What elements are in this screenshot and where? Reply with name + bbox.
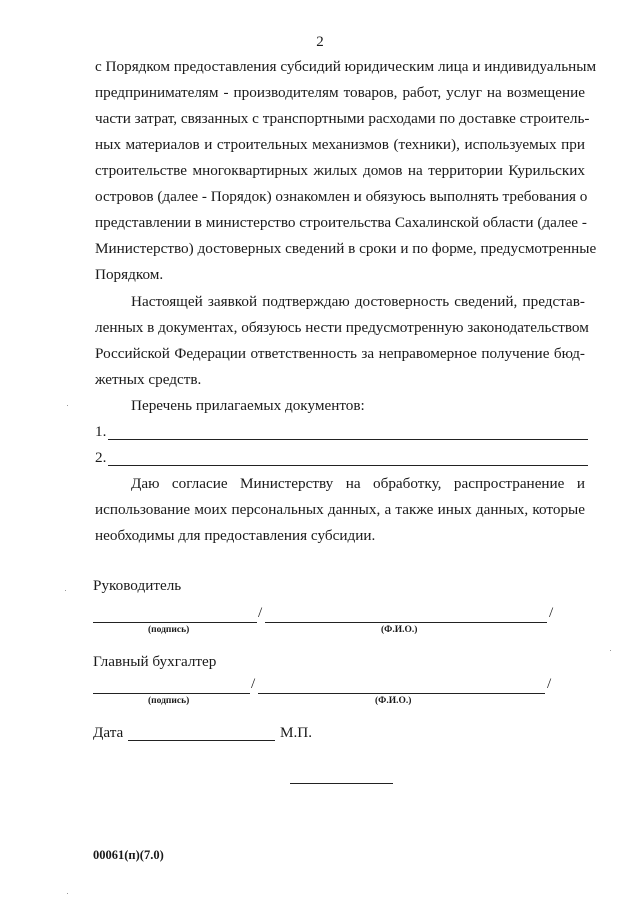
- signature-caption: (подпись): [148, 696, 190, 706]
- text-line: ных материалов и строительных механизмов (техники), используемых при: [95, 136, 585, 153]
- text-line: ленных в документах, обязуюсь нести предусмотренную законодательством: [95, 319, 589, 336]
- attachment-item-number: 2.: [95, 449, 107, 466]
- accountant-signature-line[interactable]: [93, 693, 250, 694]
- text-line: Даю согласие Министерству на обработку, распространение и: [131, 475, 585, 492]
- stamp-label: М.П.: [280, 724, 313, 741]
- page-number: 2: [316, 34, 324, 50]
- text-line: предпринимателям - производителям товаров, работ, услуг на возмещение: [95, 84, 585, 101]
- text-line: представлении в министерство строительства Сахалинской области (далее -: [95, 214, 587, 231]
- text-line: использование моих персональных данных, а также иных данных, которые: [95, 501, 585, 518]
- text-line: части затрат, связанных с транспортными расходами по доставке строитель-: [95, 110, 590, 127]
- name-caption: (Ф.И.О.): [375, 696, 412, 706]
- director-label: Руководитель: [93, 577, 182, 594]
- attachment-item-line[interactable]: [108, 439, 588, 440]
- attachment-item-number: 1.: [95, 423, 107, 440]
- date-field-line[interactable]: [128, 740, 275, 741]
- director-name-line[interactable]: [265, 622, 547, 623]
- director-signature-line[interactable]: [93, 622, 257, 623]
- text-line: строительстве многоквартирных жилых домов на территории Курильских: [95, 162, 585, 179]
- date-label: Дата: [93, 724, 124, 741]
- document-code: 00061(п)(7.0): [93, 848, 164, 862]
- text-line: Министерство) достоверных сведений в сроки и по форме, предусмотренные: [95, 240, 597, 257]
- scan-speck: [67, 893, 68, 894]
- text-line: Порядком.: [95, 266, 164, 283]
- separator-slash: /: [251, 675, 256, 692]
- scan-speck: [610, 650, 611, 651]
- attachments-heading: Перечень прилагаемых документов:: [131, 397, 365, 414]
- attachment-item-line[interactable]: [108, 465, 588, 466]
- separator-slash: /: [258, 604, 263, 621]
- text-line: жетных средств.: [95, 371, 202, 388]
- closing-separator-line: [290, 783, 393, 784]
- signature-caption: (подпись): [148, 625, 190, 635]
- accountant-label: Главный бухгалтер: [93, 653, 217, 670]
- text-line: необходимы для предоставления субсидии.: [95, 527, 376, 544]
- scan-speck: [65, 590, 66, 591]
- text-line: островов (далее - Порядок) ознакомлен и обязуюсь выполнять требования о: [95, 188, 588, 205]
- text-line: с Порядком предоставления субсидий юридическим лица и индивидуальным: [95, 58, 597, 75]
- scan-speck: [67, 405, 68, 406]
- text-line: Российской Федерации ответственность за неправомерное получение бюд-: [95, 345, 585, 362]
- separator-slash: /: [547, 675, 552, 692]
- accountant-name-line[interactable]: [258, 693, 545, 694]
- separator-slash: /: [549, 604, 554, 621]
- text-line: Настоящей заявкой подтверждаю достоверность сведений, представ-: [131, 293, 585, 310]
- name-caption: (Ф.И.О.): [381, 625, 418, 635]
